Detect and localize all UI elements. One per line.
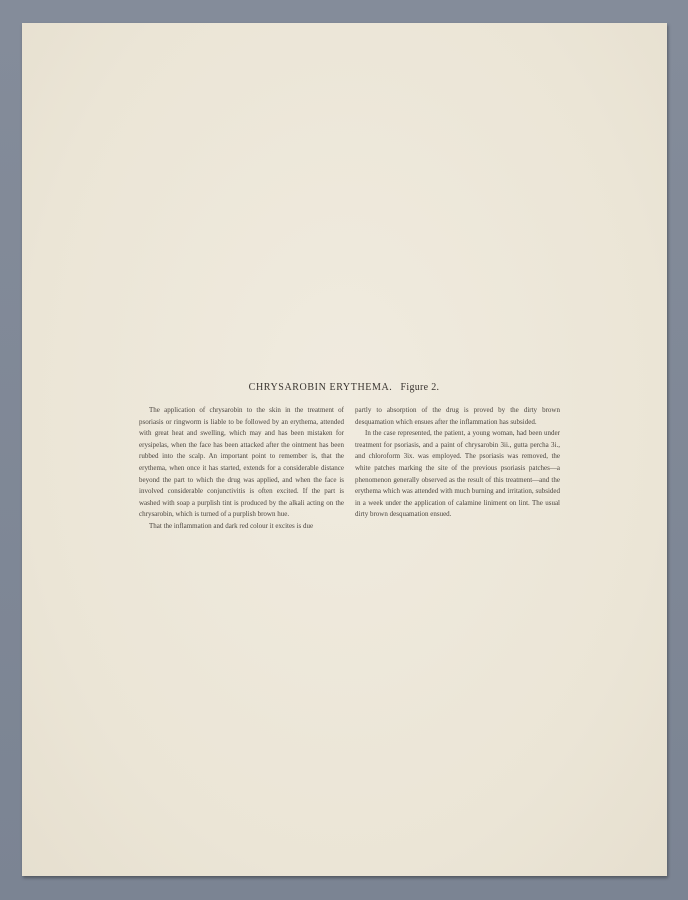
- paragraph: The application of chrysarobin to the skin in the treatment of psoriasis or ringworm is liable to be followed by an erythema, attended with great heat and swelling, which may and has been mistaken for erysipelas, when the face has been attacked after the ointment has been rubbed into the scalp. An important point to remember is, that the erythema, when once it has started, extends for a considerable distance beyond the part to which the drug was applied, and when the face is involved considerable conjunctivitis is often excited. If the part is washed with soap a purplish tint is produced by the alkali acting on the chrysarobin, which is turned of a purplish brown hue.: [139, 406, 344, 519]
- paragraph: partly to absorption of the drug is proved by the dirty brown desquamation which ensues after the inflammation has subsided.: [355, 406, 560, 426]
- left-text-column: [139, 405, 344, 533]
- plate-title: [0, 382, 688, 393]
- paragraph: In the case represented, the patient, a young woman, had been under treatment for psoriasis, and a paint of chrysarobin 3ii., gutta percha 3i., and chloroform 3ix. was employed. The psoriasis was removed, the white patches marking the site of the previous psoriasis patches—a phenomenon generally observed as the result of this treatment—and the erythema which was attended with much burning and irritation, subsided in a week under the application of calamine liniment on lint. The usual dirty brown desquamation ensued.: [355, 429, 560, 519]
- figure-label: Figure 2.: [400, 382, 440, 393]
- right-text-column: [355, 405, 560, 521]
- paragraph: That the inflammation and dark red colour it excites is due: [149, 521, 314, 530]
- plate-sheet: [22, 23, 667, 876]
- plate-title-text: CHRYSAROBIN ERYTHEMA.: [248, 382, 393, 393]
